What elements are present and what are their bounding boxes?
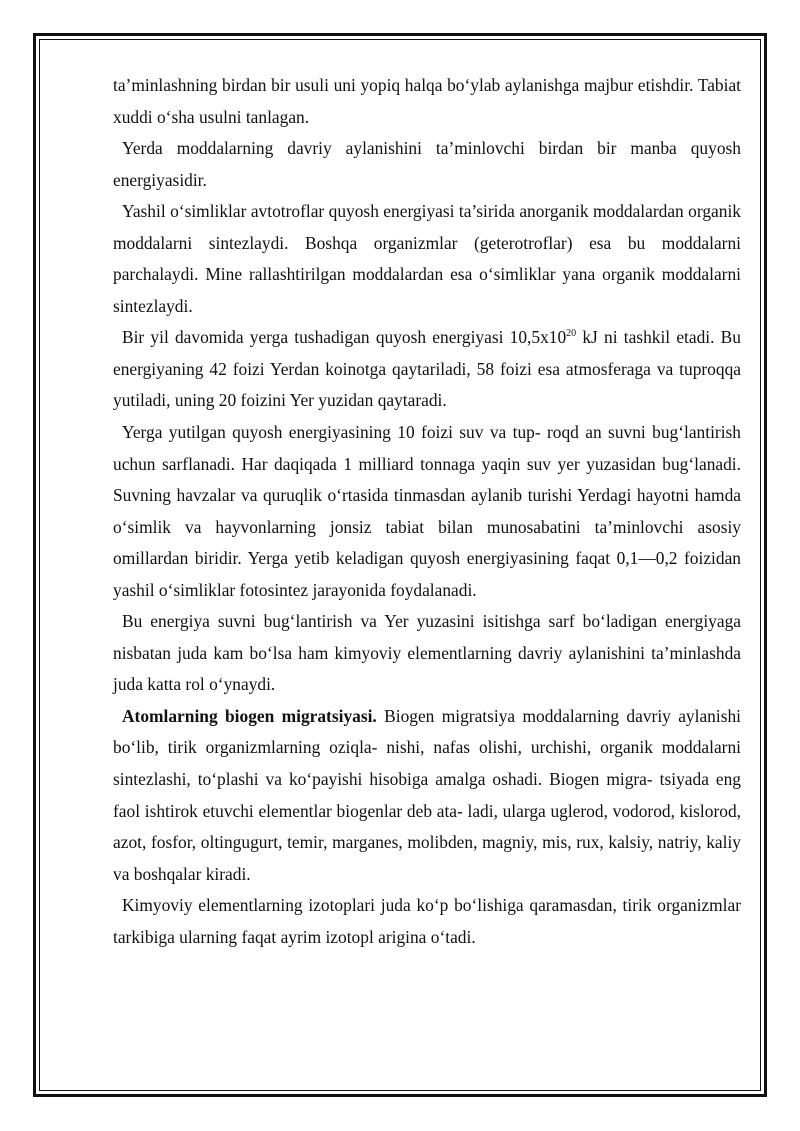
paragraph-4-text-before: Bir yil davomida yerga tushadigan quyosh energiyasi 10,5x10	[122, 327, 567, 348]
paragraph-6: Bu energiya suvni bug‘lantirish va Yer yuzasini isitishga sarf bo‘ladigan energiyaga nisbatan juda kam bo‘lsa ham kimyoviy elementlarning davriy aylanishini ta’minlashda juda katta rol o‘ynaydi.	[113, 611, 741, 695]
paragraph-2: Yerda moddalarning davriy aylanishini ta’minlovchi birdan bir manba quyosh energiyasidir.	[113, 138, 741, 190]
section-heading: Atomlarning biogen migratsiyasi.	[122, 705, 377, 726]
paragraph-8: Kimyoviy elementlarning izotoplari juda ko‘p bo‘lishiga qaramasdan, tirik organizmlar tarkibiga ularning faqat ayrim izotopl arigina o‘tadi.	[113, 895, 741, 947]
paragraph-3: Yashil o‘simliklar avtotroflar quyosh energiyasi ta’sirida anorganik moddalardan organik moddalarni sintezlaydi. Boshqa organizmlar (geterotroflar) esa bu moddalarni parchalaydi. Mine rallashtirilgan moddalardan esa o‘simliklar yana organik moddalarni sintezlaydi.	[113, 201, 741, 316]
exponent: 20	[566, 328, 577, 340]
paragraph-1: ta’minlashning birdan bir usuli uni yopiq halqa bo‘ylab aylanishga majbur etishdir. Tabiat xuddi o‘sha usulni tanlagan.	[113, 75, 741, 127]
paragraph-4-text-after: kJ ni tashkil etadi. Bu energiyaning 42 foizi Yerdan koinotga qaytariladi, 58 foizi esa atmosferaga va tuproqqa yutiladi, uning 20 foizini Yer yuzidan qaytaradi.	[113, 327, 741, 411]
document-body	[113, 70, 741, 953]
paragraph-5: Yerga yutilgan quyosh energiyasining 10 foizi suv va tup- roqd an suvni bug‘lantirish uchun sarflanadi. Har daqiqada 1 milliard tonnaga yaqin suv yer yuzasidan bug‘lanadi. Suvning havzalar va quruqlik o‘rtasida tinmasdan aylanib turishi Yerdagi hayotni hamda o‘simlik va hayvonlarning jonsiz tabiat bilan munosabatini ta’minlovchi asosiy omillardan biridir. Yerga yetib keladigan quyosh energiyasining faqat 0,1—0,2 foizidan yashil o‘simliklar fotosintez jarayonida foydalanadi.	[113, 422, 741, 600]
paragraph-7	[113, 701, 741, 890]
paragraph-4	[113, 322, 741, 417]
paragraph-7-text: Biogen migratsiya moddalarning davriy aylanishi bo‘lib, tirik organizmlarning oziqla- nishi, nafas olishi, urchishi, organik moddalarni sintezlashi, to‘plashi va ko‘payishi hisobiga amalga oshadi. Biogen migra- tsiyada eng faol ishtirok etuvchi elementlar biogenlar deb ata- ladi, ularga uglerod, vodorod, kislorod, azot, fosfor, oltingugurt, temir, marganes, molibden, magniy, mis, rux, kalsiy, natriy, kaliy va boshqalar kiradi.	[113, 705, 741, 884]
